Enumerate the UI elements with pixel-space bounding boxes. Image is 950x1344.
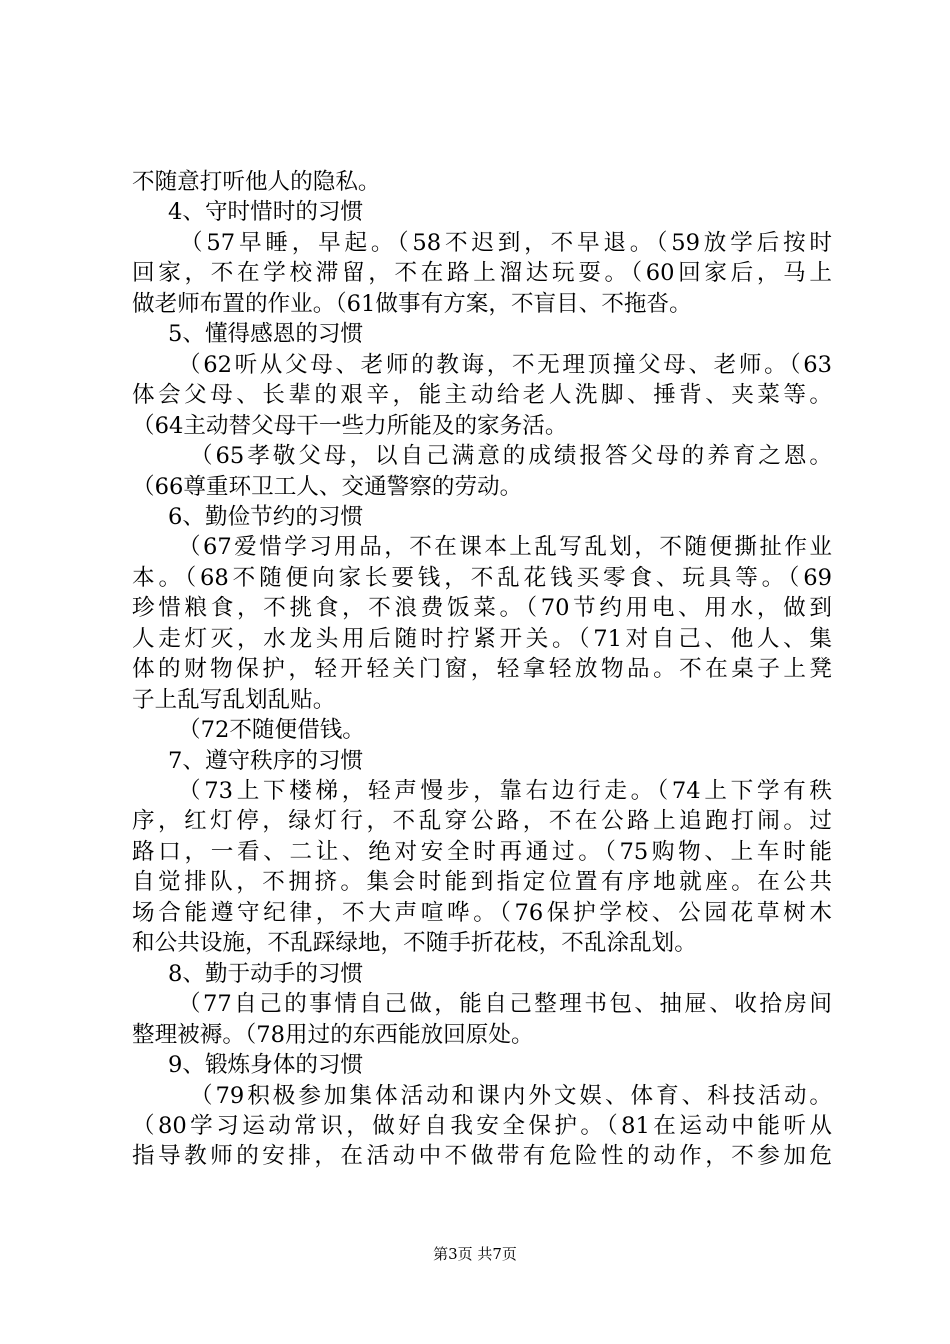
text-line: 和公共设施，不乱踩绿地，不随手折花枝，不乱涂乱划。	[132, 930, 697, 957]
text-line: （66尊重环卫工人、交通警察的劳动。	[132, 473, 523, 500]
text-line: （57早睡，早起。（58不迟到，不早退。（59放学后按时	[180, 229, 832, 256]
text-line: （62听从父母、老师的教诲，不无理顶撞父母、老师。（63	[178, 351, 832, 378]
text-line: 自觉排队，不拥挤。集会时能到指定位置有序地就座。在公共	[132, 869, 832, 896]
page-footer: 第3页 共7页	[433, 1245, 517, 1263]
text-line: （73上下楼梯，轻声慢步，靠右边行走。（74上下学有秩	[178, 778, 832, 804]
text-line: 6、勤俭节约的习惯	[168, 503, 364, 530]
text-line: 珍惜粮食，不挑食，不浪费饭菜。（70节约用电、用水，做到	[132, 595, 832, 622]
text-line: （80学习运动常识，做好自我安全保护。（81在运动中能听从	[132, 1112, 832, 1139]
text-line: 7、遵守秩序的习惯	[168, 747, 364, 774]
text-line: 序，红灯停，绿灯行，不乱穿公路，不在公路上追跑打闹。过	[132, 808, 832, 835]
text-line: 9、锻炼身体的习惯	[168, 1052, 364, 1079]
text-line: 本。（68不随便向家长要钱，不乱花钱买零食、玩具等。（69	[132, 564, 832, 591]
text-line: 路口，一看、二让、绝对安全时再通过。（75购物、上车时能	[132, 838, 832, 865]
text-line: 体的财物保护，轻开轻关门窗，轻拿轻放物品。不在桌子上凳	[132, 656, 832, 683]
text-line: 4、守时惜时的习惯	[168, 199, 364, 226]
text-line: （72不随便借钱。	[178, 717, 365, 744]
text-line: 子上乱写乱划乱贴。	[132, 686, 336, 713]
text-line: 人走灯灭，水龙头用后随时拧紧开关。（71对自己、他人、集	[132, 625, 832, 652]
text-line: 8、勤于动手的习惯	[168, 960, 364, 987]
text-line: 做老师布置的作业。（61做事有方案，不盲目、不拖沓。	[132, 290, 692, 317]
text-line: 回家，不在学校滞留，不在路上溜达玩耍。（60回家后，马上	[132, 260, 832, 287]
text-line: （77自己的事情自己做，能自己整理书包、抽屉、收拾房间	[178, 991, 832, 1018]
text-line: 5、懂得感恩的习惯	[168, 321, 364, 348]
text-line: （64主动替父母干一些力所能及的家务活。	[132, 412, 568, 439]
text-line: 指导教师的安排，在活动中不做带有危险性的动作，不参加危	[132, 1143, 832, 1170]
text-line: （79积极参加集体活动和课内外文娱、体育、科技活动。	[190, 1082, 832, 1109]
text-line: 体会父母、长辈的艰辛，能主动给老人洗脚、捶背、夹菜等。	[132, 382, 832, 409]
text-line: （65孝敬父母，以自己满意的成绩报答父母的养育之恩。	[190, 443, 832, 470]
text-line: 不随意打听他人的隐私。	[132, 169, 381, 195]
text-line: 整理被褥。（78用过的东西能放回原处。	[132, 1021, 534, 1048]
text-line: （67爱惜学习用品，不在课本上乱写乱划，不随便撕扯作业	[178, 534, 832, 561]
text-line: 场合能遵守纪律，不大声喧哗。（76保护学校、公园花草树木	[132, 899, 832, 926]
